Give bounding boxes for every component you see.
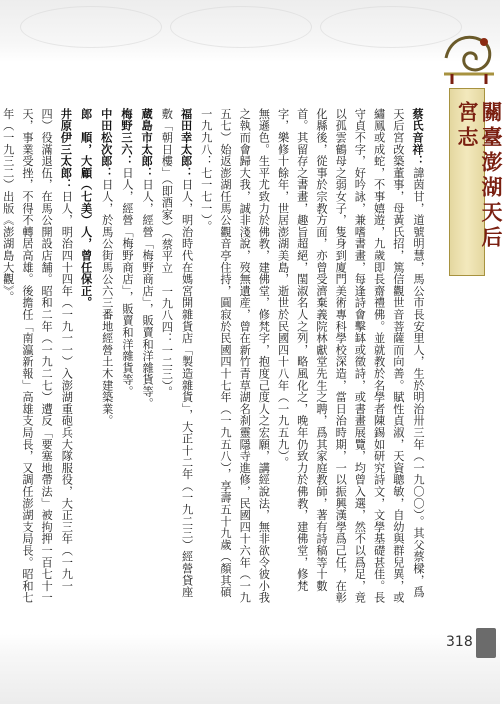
entry-name: 井原伊三太郎： <box>59 108 74 191</box>
entry-text: 無遜色。生平尤致力於佛教，建佛堂，修梵字，抱度己度人之宏願，講經說法，無非欲令彼小我之執而會歸大我，誠非淺說，歿無遺産，曾在新竹青草湖名刹靈隱寺進修，民國四十六年（一九五七）始返澎湖任馬公觀音亭住持，圓寂於民國四十七年（一九五八），享壽五十九歲（顏其碩 一九九八：七一七一）。 <box>199 108 271 610</box>
cloud-pattern <box>170 6 312 48</box>
dragon-ornament-icon <box>440 28 498 88</box>
entry-text: 日人，於馬公街馬公六三番地經營土木建築業。 <box>100 178 114 427</box>
book-title: 關臺澎湖天后宮志 <box>455 101 503 251</box>
page-tab-marker <box>476 628 496 658</box>
paragraph <box>157 108 196 608</box>
entry-name: 中田松次郎： <box>99 108 114 179</box>
entry-name: 蔵島市太郎： <box>140 108 155 179</box>
paragraph <box>0 108 76 608</box>
entry-text: 諱茵甘，道號明慧，馬公市長安里人，生於明治卅三年（一九〇〇）。其父蔡樑，爲天后宮改築董事，母黃氏招，篤信觀世音菩薩而向善。賦性貞淑，天資聰敏，自幼與群兒異，或繡鳳或成蛇，不事嬉遊，九歲即長齋禮佛。並就教於名學者陳錫如研究詩文，文學基礎甚佳。長守貞不字，好吟詠，兼嗜書畫，每逢詩會擊缽或徵詩，或書畫展覽，均曾入選，然不以爲足，竟以孤雲鶴母之弱女子，隻身到廈門美術專科學校深造，當日治時期，一以振興漢學爲己任，在彰化縣後，從事於宗教方面，亦曾受濟棄義院林獻堂先生之聘，爲其家庭教師，著有詩稿等十數首。其留存之書畫，趣旨超絕，閨淑名人之列，略風化之，晚年仍致力於佛教，建佛堂，修梵字，樂修十餘年，世居澎湖美島，逝世於民國四十八年（一九五九）。 <box>276 108 425 604</box>
entry-name: 蔡氏音祥： <box>411 108 425 167</box>
entry-text: 日人，經營「梅野商店」，販賣和洋雜貨等。 <box>141 178 155 410</box>
entry-name: 梅野三六： <box>119 108 134 167</box>
entry-text: 日人，明治四十四年（一九一一）入澎湖重砲兵大隊服役，大正三年（一九一四）役滿退伍，在馬公開設店舗。昭和二年（一九二七）遭反「要塞地帶法」被拘押一百七十一天，事業受挫，不得不轉居高雄。後擔任「南瀛新報」高雄支局長，又調任澎湖支局長。昭和七年（一九三二）出版《澎湖島大觀》。 <box>1 108 74 604</box>
paragraph <box>76 108 96 608</box>
page-number: 318 <box>446 634 473 650</box>
header-decoration <box>0 0 500 62</box>
footer-decoration <box>0 634 500 704</box>
book-title-banner <box>449 88 503 276</box>
entry-text: 日人，明治時代在媽宮開雜貨店「製造雜貨」，大正十二年（一九二三）經營貸座敷「朝日樓」（即酒家）（蔡平立 一九八四：一二三）。 <box>160 108 194 599</box>
paragraph <box>97 108 117 608</box>
document-body <box>1 108 428 610</box>
entry-name: 福田幸太郎： <box>179 108 194 179</box>
paragraph <box>137 108 157 608</box>
entry-text: 日人，經營「梅野商店」，販賣和洋雜貨等。 <box>120 167 134 398</box>
cloud-pattern <box>20 6 162 48</box>
paragraph <box>117 108 137 608</box>
paragraph <box>273 108 428 608</box>
entry-name: 郎 順，大顧（七美）人，曾任保正。 <box>79 108 94 309</box>
paragraph <box>197 108 274 608</box>
